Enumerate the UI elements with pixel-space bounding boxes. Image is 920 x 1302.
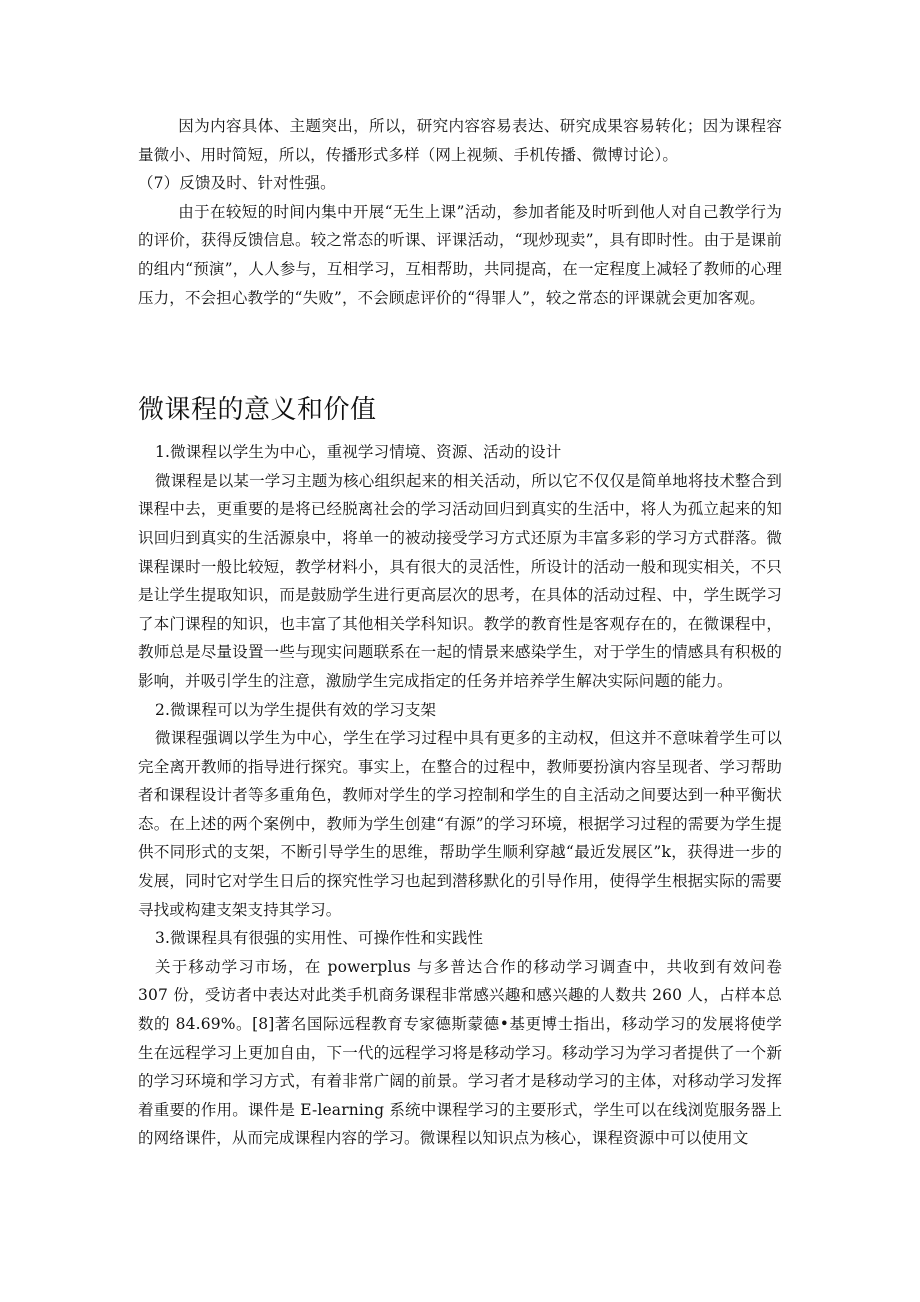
heading-spacer <box>138 430 782 438</box>
point2-body: 微课程强调以学生为中心，学生在学习过程中具有更多的主动权，但这并不意味着学生可以完全离开教师的指导进行探究。事实上，在整合的过程中，教师要扮演内容呈现者、学习帮助者和课程设计者等多重角色，教师对学生的学习控制和学生的自主活动之间要达到一种平衡状态。在上述的两个案例中，教师为学生创建“有源”的学习环境，根据学习过程的需要为学生提供不同形式的支架，不断引导学生的思维，帮助学生顺利穿越“最近发展区”k，获得进一步的发展，同时它对学生日后的探究性学习也起到潜移默化的引导作用，使得学生根据实际的需要寻找或构建支架支持其学习。 <box>138 729 782 919</box>
point2-title: 2.微课程可以为学生提供有效的学习支架 <box>155 700 437 719</box>
section-heading: 微课程的意义和价值 <box>138 395 377 426</box>
paragraph-content-transfer: 因为内容具体、主题突出，所以，研究内容容易表达、研究成果容易转化；因为课程容量微小、用时简短，所以，传播形式多样（网上视频、手机传播、微博讨论）。 <box>138 117 782 164</box>
document-page <box>138 112 782 1153</box>
point3-title: 3.微课程具有很强的实用性、可操作性和实践性 <box>155 929 484 948</box>
point1-body: 微课程是以某一学习主题为核心组织起来的相关活动，所以它不仅仅是简单地将技术整合到课程中去，更重要的是将已经脱离社会的学习活动回归到真实的生活中，将人为孤立起来的知识回归到真实的生活源泉中，将单一的被动接受学习方式还原为丰富多彩的学习方式群落。微课程课时一般比较短，教学材料小，具有很大的灵活性，所设计的活动一般和现实相关，不只是让学生提取知识，而是鼓励学生进行更高层次的思考，在具体的活动过程、中，学生既学习了本门课程的知识，也丰富了其他相关学科知识。教学的教育性是客观存在的，在微课程中，教师总是尽量设置一些与现实问题联系在一起的情景来感染学生，对于学生的情感具有积极的影响，并吸引学生的注意，激励学生完成指定的任务并培养学生解决实际问题的能力。 <box>138 471 782 690</box>
list-item-feedback: （7）反馈及时、针对性强。 <box>138 174 336 193</box>
section-spacer <box>138 312 782 390</box>
point1-title: 1.微课程以学生为中心，重视学习情境、资源、活动的设计 <box>155 443 562 462</box>
paragraph-feedback-detail: 由于在较短的时间内集中开展“无生上课”活动，参加者能及时听到他人对自己教学行为的评价，获得反馈信息。较之常态的听课、评课活动，“现炒现卖”，具有即时性。由于是课前的组内“预演”，人人参与，互相学习，互相帮助，共同提高，在一定程度上减轻了教师的心理压力，不会担心教学的“失败”，不会顾虑评价的“得罪人”，较之常态的评课就会更加客观。 <box>138 202 782 307</box>
point3-body: 关于移动学习市场，在 powerplus 与多普达合作的移动学习调查中，共收到有效问卷 307 份，受访者中表达对此类手机商务课程非常感兴趣和感兴趣的人数共 260 人，占样本总数的 84.69%。[8]著名国际远程教育专家德斯蒙德•基更博士指出，移动学习的发展将使学生在远程学习上更加自由，下一代的远程学习将是移动学习。移动学习为学习者提供了一个新的学习环境和学习方式，有着非常广阔的前景。学习者才是移动学习的主体，对移动学习发挥着重要的作用。课件是 E-learning 系统中课程学习的主要形式，学生可以在线浏览服务器上的网络课件，从而完成课程内容的学习。微课程以知识点为核心，课程资源中可以使用文 <box>138 957 782 1148</box>
